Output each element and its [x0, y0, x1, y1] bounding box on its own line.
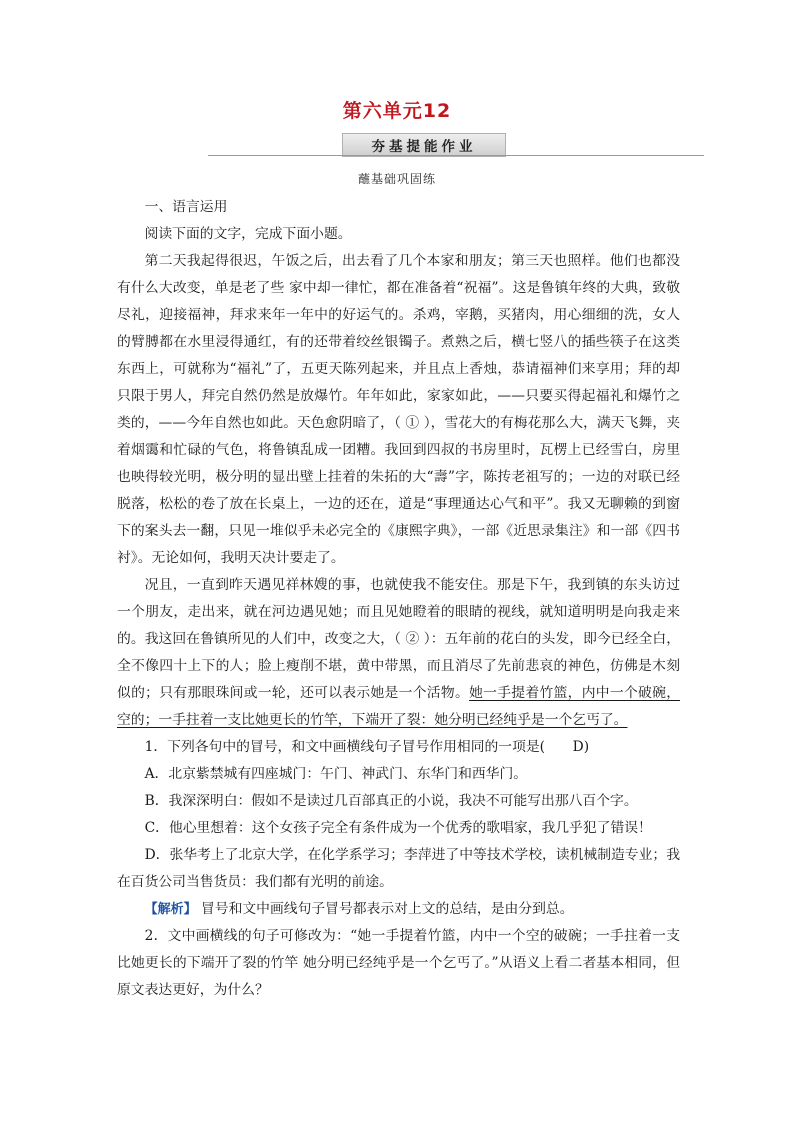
underlined-sentence: 她一手提着竹篮，内中一个破碗，空的；一手拄着一支比她更长的竹竿，下端开了裂：她分明已经纯乎是一个乞丐了。: [117, 685, 681, 728]
document-body: [117, 194, 680, 1004]
question-1-stem-end: ): [583, 739, 590, 755]
analysis: [117, 896, 680, 923]
header-divider: [208, 155, 704, 156]
option-b: B．我深深明白：假如不是读过几百部真正的小说，我决不可能写出那八百个字。: [144, 793, 638, 809]
option-a: A．北京紫禁城有四座城门：午门、神武门、东华门和西华门。: [144, 766, 528, 782]
option-c: C．他心里想着：这个女孩子完全有条件成为一个优秀的歌唱家，我几乎犯了错误！: [144, 820, 652, 836]
question-2: 2．文中画横线的句子可修改为：“她一手提着竹篮，内中一个空的破碗；一手拄着一支比她更长的下端开了裂的竹竿 她分明已经纯乎是一个乞丐了。”从语义上看二者基本相同，但原文表达更好，为什么？: [117, 928, 680, 998]
option-d: D．张华考上了北京大学，在化学系学习；李萍进了中等技术学校，读机械制造专业；我在百货公司当售货员：我们都有光明的前途。: [117, 847, 680, 890]
passage-text: 况且，一直到昨天遇见祥林嫂的事，也就使我不能安住。那是下午，我到镇的东头访过一个朋友，走出来，就在河边遇见她；而且见她瞪着的眼睛的视线，就知道明明是向我走来的。我这回在鲁镇所见的人们中，改变之大，（ ② ）：五年前的花白的头发，即今已经全白，全不像四十上下的人；脸上瘦削不堪，黄中带黑，而且消尽了先前悲哀的神色，仿佛是木刻似的；只有那眼珠间或一轮，还可以表示她是一个活物。: [117, 577, 681, 701]
section-banner: 夯基提能作业: [342, 133, 506, 157]
question-1-stem: 1．下列各句中的冒号，和文中画横线句子冒号作用相同的一项是(: [144, 739, 546, 755]
instruction: 阅读下面的文字，完成下面小题。: [144, 226, 352, 242]
analysis-text: 冒号和文中画线句子冒号都表示对上文的总结，是由分到总。: [201, 901, 574, 917]
question-1-answer: D: [572, 739, 584, 755]
question-1: [117, 734, 680, 761]
page-title: 第六单元12: [342, 100, 452, 122]
passage-paragraph-1: 第二天我起得很迟，午饭之后，出去看了几个本家和朋友；第三天也照样。他们也都没有什么大改变，单是老了些 家中却一律忙，都在准备着“祝福”。这是鲁镇年终的大典，致敬尽礼，迎接福神，拜求来年一年中的好运气的。杀鸡，宰鹅，买猪肉，用心细细的洗，女人的臂膊都在水里浸得通红，有的还带着绞丝银镯子。煮熟之后，横七竖八的插些筷子在这类东西上，可就称为“福礼”了，五更天陈列起来，并且点上香烛，恭请福神们来享用；拜的却只限于男人，拜完自然仍然是放爆竹。年年如此，家家如此，——只要买得起福礼和爆竹之类的，——今年自然也如此。天色愈阴暗了，（ ① ），雪花大的有梅花那么大，满天飞舞，夹着烟霭和忙碌的气色，将鲁镇乱成一团糟。我回到四叔的书房里时，瓦楞上已经雪白，房里也映得较光明，极分明的显出壁上挂着的朱拓的大“壽”字，陈抟老祖写的；一边的对联已经脱落，松松的卷了放在长桌上，一边的还在，道是“事理通达心气和平”。我又无聊赖的到窗下的案头去一翻，只见一堆似乎未必完全的《康熙字典》，一部《近思录集注》和一部《四书衬》。无论如何，我明天决计要走了。: [117, 253, 680, 566]
subsection-title: 蘸基础巩固练: [357, 172, 436, 186]
analysis-tag: 【解析】: [144, 902, 197, 917]
passage-paragraph-2: [117, 572, 680, 734]
section-heading: 一、语言运用: [144, 199, 228, 215]
